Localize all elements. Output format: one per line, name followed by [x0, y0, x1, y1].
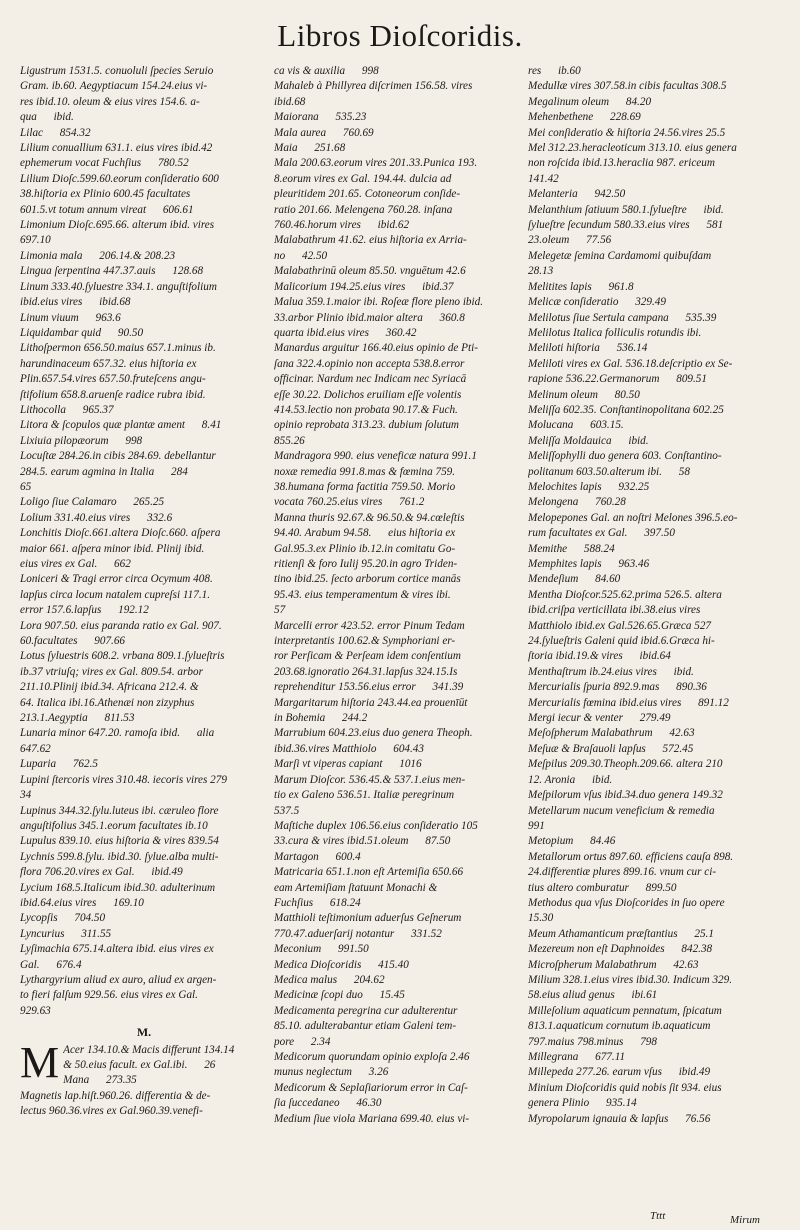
index-line: Marſi vt viperas capiant 1016 [274, 758, 422, 771]
index-line: Manna thuris 92.67.& 96.50.& 94.cœleſtis [274, 511, 465, 524]
index-line: rum facultates ex Gal. 397.50 [528, 527, 675, 540]
index-line: to fieri falſum 929.56. eius vires ex Gal. [20, 989, 198, 1002]
page-title: Libros Dioſcoridis. [277, 18, 523, 53]
index-line: eſſe 30.22. Dolichos eruiliam eſſe volentis [274, 388, 462, 401]
index-line: ca vis & auxilia 998 [274, 65, 379, 77]
index-line: Millegrana 677.11 [528, 1051, 626, 1063]
index-line: 95.43. eius temperamentum & vires ibi. [274, 588, 451, 601]
index-line: 24.differentiæ plures 899.16. vnum cur ci- [528, 866, 717, 879]
index-line: 12. Aronia ibid. [528, 773, 613, 786]
index-line: Memphites lapis 963.46 [528, 558, 650, 570]
index-line: 284.5. earum agmina in Italia 284 [20, 465, 188, 478]
index-line: 65 [20, 480, 32, 493]
index-line: in Bohemia 244.2 [274, 712, 368, 725]
index-line: Memithe 588.24 [528, 542, 615, 555]
section-letter-heading: M. [136, 1025, 152, 1040]
index-line: 24.ſylueſtris Galeni quid ibid.6.Græca hi- [528, 635, 715, 648]
index-line: 60.facultates 907.66 [20, 635, 126, 648]
index-line: no 42.50 [274, 249, 328, 262]
index-line: reprehenditur 153.56.eius error 341.39 [274, 681, 464, 694]
index-line: ibid.criſpa verticillata ibi.38.eius vires [528, 604, 701, 617]
index-line: 991 [528, 819, 545, 832]
index-line: 770.47.aduerſarij notantur 331.52 [274, 927, 442, 940]
index-line: Loniceri & Tragi error circa Ocymum 408. [20, 573, 213, 586]
index-line: Lora 907.50. eius paranda ratio ex Gal. 907. [20, 619, 222, 632]
index-line: ſtoria ibid.19.& vires ibid.64 [528, 650, 671, 663]
index-line: res ibid.10. oleum & eius vires 154.6. a- [20, 95, 200, 108]
index-line: Gram. ib.60. Aegyptiacum 154.24.eius vi- [20, 80, 208, 93]
index-line: Lingua ſerpentina 447.37.auis 128.68 [20, 265, 204, 278]
index-line: quarta ibid.eius vires 360.42 [274, 326, 417, 339]
index-line: Medium ſiue viola Mariana 699.40. eius vi- [274, 1112, 470, 1125]
index-line: Microſpherum Malabathrum 42.63 [528, 958, 699, 971]
index-line: Meſuæ & Braſauoli lapſus 572.45 [528, 742, 694, 755]
index-line: Lotus ſyluestris 608.2. vrbana 809.1.ſylueſtris [20, 650, 225, 663]
index-line: opinio reprobata 313.23. dubium ſolutum [274, 419, 460, 432]
index-line: Marrubium 604.23.eius duo genera Theoph. [274, 727, 473, 740]
index-line: Mentha Dioſcor.525.62.prima 526.5. altera [528, 588, 722, 601]
index-line: Medica malus 204.62 [274, 973, 385, 986]
index-line: Mandragora 990. eius veneficæ natura 991.1 [274, 450, 477, 463]
index-line: Mala 200.63.eorum vires 201.33.Punica 193. [274, 157, 478, 170]
index-line: Mehenbethene 228.69 [528, 111, 641, 124]
index-line: Metallorum ortus 897.60. efficiens cauſa 898. [528, 850, 734, 863]
index-line: Mergi iecur & venter 279.49 [528, 712, 671, 725]
index-line: 855.26 [274, 434, 305, 447]
index-line: genera Plinio 935.14 [528, 1097, 637, 1110]
index-line: Mel 312.23.heracleoticum 313.10. eius genera [528, 142, 737, 155]
index-line: qua ibid. [20, 111, 74, 124]
signature-mark: Tttt [650, 1210, 666, 1222]
index-line: Ligustrum 1531.5. conuoluli ſpecies Seruio [20, 65, 214, 77]
index-line: 33.cura & vires ibid.51.oleum 87.50 [274, 835, 451, 848]
index-line: Lupulus 839.10. eius hiſtoria & vires 839.54 [20, 835, 219, 848]
index-line: Myropolarum ignauia & lapſus 76.56 [528, 1112, 711, 1125]
index-column-3 [528, 64, 776, 1204]
index-line: Linum viuum 963.6 [20, 311, 121, 324]
index-line: Melanthium ſatiuum 580.1.ſylueſtre ibid. [528, 203, 724, 216]
index-line: ror Perſicam & Perſeam idem conſentium [274, 650, 461, 663]
index-line: Lonchitis Dioſc.661.altera Dioſc.660. aſpera [20, 527, 221, 540]
drop-capital: M [20, 1037, 60, 1087]
index-line: 141.42 [528, 172, 559, 185]
index-line: Mendeſium 84.60 [528, 573, 621, 586]
index-line: ibid.36.vires Matthiolo 604.43 [274, 742, 424, 755]
index-line: Lyncurius 311.55 [20, 927, 112, 940]
index-line: 15.30 [528, 912, 554, 925]
index-line: 797.maius 798.minus 798 [528, 1035, 657, 1048]
index-line: tio ex Galeno 536.51. Italiæ peregrinum [274, 789, 455, 802]
index-line: Litora & ſcopulos quæ plantæ ament 8.41 [20, 419, 222, 432]
index-line: ſylueſtre ſecundum 580.33.eius vires 581 [528, 219, 724, 232]
index-line: Acer 134.10.& Macis differunt 134.14 [63, 1043, 235, 1056]
index-line: Limonia mala 206.14.& 208.23 [20, 249, 176, 262]
index-line: Menthaſtrum ib.24.eius vires ibid. [528, 665, 694, 678]
index-line: Medicorum & Seplaſiariorum error in Caſ- [274, 1081, 468, 1094]
index-line: 697.10 [20, 234, 51, 247]
catchword: Mirum [730, 1214, 760, 1226]
index-line: Lupinus 344.32.ſylu.luteus ibi. cæruleo flore [20, 804, 219, 817]
index-line: Meſpilorum vſus ibid.34.duo genera 149.32 [528, 789, 723, 802]
index-line: 211.10.Plinij ibid.34. Africana 212.4. & [20, 681, 199, 694]
index-line: ſia ſuccedaneo 46.30 [274, 1097, 382, 1110]
index-line: Mercurialis fœmina ibid.eius vires 891.12 [528, 696, 729, 709]
index-line: Meliloti hiſtoria 536.14 [528, 342, 648, 355]
index-line: Meconium 991.50 [274, 943, 369, 956]
index-line: anguſtifolius 345.1.eorum facultates ib.10 [20, 819, 208, 832]
index-line: Lilium Dioſc.599.60.eorum conſideratio 600 [20, 172, 219, 185]
index-line: 8.eorum vires ex Gal. 194.44. dulcia ad [274, 172, 452, 185]
index-line: Melilotus Italica folliculis rotundis ibi. [528, 326, 702, 339]
index-line: 85.10. adulterabantur etiam Galeni tem- [274, 1020, 457, 1033]
index-line: Lythargyrium aliud ex auro, aliud ex argen- [20, 973, 217, 986]
index-line: Maia 251.68 [274, 142, 346, 155]
index-line: Lycium 168.5.Italicum ibid.30. adulterinum [20, 881, 216, 894]
index-line: Lychnis 599.8.ſylu. ibid.30. ſylue.alba multi- [20, 850, 219, 863]
index-line: Marum Dioſcor. 536.45.& 537.1.eius men- [274, 773, 466, 786]
index-line: Limonium Dioſc.695.66. alterum ibid. vires [20, 219, 215, 232]
index-line: Meliſſa Moldauica ibid. [528, 434, 649, 447]
index-line: 929.63 [20, 1004, 51, 1017]
index-column-2 [274, 64, 522, 1204]
index-line: Lithoſpermon 656.50.maius 657.1.minus ib. [20, 342, 216, 355]
index-line: error 157.6.lapſus 192.12 [20, 604, 149, 617]
index-line: lectus 960.36.vires ex Gal.960.39.venefi- [20, 1105, 203, 1118]
index-line: Methodus qua vſus Dioſcorides in ſuo opere [528, 896, 725, 909]
index-line: 601.5.vt totum annum vireat 606.61 [20, 203, 194, 216]
index-line: Maſtiche duplex 106.56.eius conſideratio 105 [274, 819, 478, 832]
index-line: Malua 359.1.maior ibi. Roſeæ flore pleno ibid. [274, 296, 484, 309]
index-line: Martagon 600.4 [274, 850, 361, 863]
index-line: 38.humana forma factitia 759.50. Morio [274, 480, 456, 493]
index-line: Meliſſa 602.35. Conſtantinopolitana 602.25 [528, 403, 724, 416]
index-line: Plin.657.54.vires 657.50.fruteſcens angu- [20, 373, 206, 386]
index-line: Melegetæ ſemina Cardamomi quibuſdam [528, 249, 712, 262]
index-line: vocata 760.25.eius vires 761.2 [274, 496, 425, 509]
index-line: 23.oleum 77.56 [528, 234, 612, 247]
index-line: Meſoſpherum Malabathrum 42.63 [528, 727, 695, 740]
index-line: Luparia 762.5 [20, 758, 99, 771]
index-line: noxæ remedia 991.8.mas & fœmina 759. [274, 465, 456, 478]
index-line: Matthiolo ibid.ex Gal.526.65.Græca 527 [528, 619, 712, 632]
index-line: Milleſolium aquaticum pennatum, ſpicatum [528, 1004, 722, 1017]
index-line: Medullæ vires 307.58.in cibis facultas 308.5 [528, 80, 727, 93]
index-line: lapſus circa locum natalem cupreſsi 117.1. [20, 588, 211, 601]
index-line: ephemerum vocat Fuchſius 780.52 [20, 157, 189, 170]
index-line: 414.53.lectio non probata 90.17.& Fuch. [274, 403, 458, 416]
index-line: Molucana 603.15. [528, 419, 624, 432]
index-line: officinar. Nardum nec Indicam nec Syriacā [274, 373, 467, 386]
index-line: Megalinum oleum 84.20 [528, 95, 652, 108]
index-line: rapione 536.22.Germanorum 809.51 [528, 373, 707, 386]
index-line: Fuchſius 618.24 [274, 896, 361, 909]
index-line: maior 661. aſpera minor ibid. Plinij ibid. [20, 542, 205, 555]
index-line: Marcelli error 423.52. error Pinum Tedam [274, 619, 465, 632]
section-m-entries [20, 1037, 268, 1120]
index-line: 64. Italica ibi.16.Athenæi non zizyphus [20, 696, 195, 709]
index-line: 813.1.aquaticum cornutum ib.aquaticum [528, 1020, 711, 1033]
index-line: Milium 328.1.eius vires ibid.30. Indicum 329. [528, 973, 733, 986]
index-line: Melinum oleum 80.50 [528, 388, 640, 401]
index-line: tino ibid.25. ſecto arborum cortice manās [274, 573, 461, 586]
index-line: Melicæ conſideratio 329.49 [528, 296, 666, 309]
index-line: Melitites lapis 961.8 [528, 280, 634, 293]
index-line: Lixiuia pilopæorum 998 [20, 434, 143, 447]
index-line: 647.62 [20, 742, 51, 755]
index-line: Melanteria 942.50 [528, 188, 626, 201]
index-line: Lilium conuallium 631.1. eius vires ibid.42 [20, 142, 213, 155]
index-line: Margaritarum hiſtoria 243.44.ea prouenīūt [274, 696, 468, 709]
index-line: Meliloti vires ex Gal. 536.18.deſcriptio ex Se- [528, 357, 733, 370]
index-line: Meſpilus 209.30.Theoph.209.66. altera 210 [528, 758, 723, 771]
index-line: Metellarum nucum veneficium & remedia [528, 804, 715, 817]
index-line: ſtifolium 658.8.aruenſe radice rubra ibid. [20, 388, 206, 401]
index-line: Mahaleb à Phillyrea diſcrimen 156.58. vires [274, 80, 473, 93]
index-line: Meum Athamanticum præſtantius 25.1 [528, 927, 714, 940]
index-line: Lilac 854.32 [20, 126, 91, 139]
index-line: 213.1.Aegyptia 811.53 [20, 712, 135, 725]
index-line: eam Artemiſiam ſtatuunt Monachi & [274, 881, 438, 894]
index-line: non roſcida ibid.13.heraclia 987. ericeum [528, 157, 715, 170]
index-line: Lithocolla 965.37 [20, 403, 114, 416]
index-line: Melilotus ſiue Sertula campana 535.39 [528, 311, 717, 324]
index-line: Matricaria 651.1.non eſt Artemiſia 650.66 [274, 866, 464, 879]
index-line: res ib.60 [528, 65, 581, 77]
index-line: 537.5 [274, 804, 300, 817]
index-line: Medica Dioſcoridis 415.40 [274, 958, 409, 971]
index-line: 58.eius aliud genus ibi.61 [528, 989, 658, 1002]
index-line: Malabathrum 41.62. eius hiſtoria ex Arria- [274, 234, 467, 247]
index-line: 760.46.horum vires ibid.62 [274, 219, 410, 232]
index-line: 94.40. Arabum 94.58. eius hiſtoria ex [274, 527, 456, 540]
index-line: & 50.eius facult. ex Gal.ibi. 26 [63, 1059, 216, 1071]
index-line: ibid.68 [274, 95, 306, 108]
index-line: 28.13 [528, 265, 554, 278]
index-line: Melochites lapis 932.25 [528, 480, 650, 493]
index-line: Liquidambar quid 90.50 [20, 326, 144, 339]
index-line: Medicorum quorundam opinio exploſa 2.46 [274, 1051, 470, 1063]
index-line: ib.37 vtriuſq; vires ex Gal. 809.54. arbor [20, 665, 203, 678]
index-line: Mala aurea 760.69 [274, 126, 374, 139]
index-line: Lycopſis 704.50 [20, 912, 106, 925]
index-line: Mezereum non eſt Daphnoides 842.38 [528, 943, 713, 956]
index-column-1 [20, 64, 268, 1204]
index-line: ratio 201.66. Melengena 760.28. inſana [274, 203, 453, 216]
index-line: 38.hiſtoria ex Plinio 600.45 facultates [20, 188, 191, 201]
index-line: ibid.64.eius vires 169.10 [20, 896, 144, 909]
index-line: 33.arbor Plinio ibid.maior altera 360.8 [274, 311, 465, 324]
index-line: pore 2.34 [274, 1035, 331, 1048]
index-line: Millepeda 277.26. earum vſus ibid.49 [528, 1066, 711, 1079]
index-line: politanum 603.50.alterum ibi. 58 [528, 465, 690, 478]
index-line: Lunaria minor 647.20. ramoſa ibid. alia [20, 727, 215, 740]
index-line: Manardus arguitur 166.40.eius opinio de Pti- [274, 342, 478, 355]
index-line: Maiorana 535.23 [274, 111, 367, 124]
index-line: Linum 333.40.ſyluestre 334.1. anguſtifolium [20, 280, 217, 293]
index-line: Lupini ſtercoris vires 310.48. iecoris vires 279 [20, 773, 227, 786]
index-line: 34 [20, 789, 32, 802]
index-line: 57 [274, 604, 286, 617]
index-line: tius altero comburatur 899.50 [528, 881, 677, 894]
index-line: Mana 273.35 [63, 1074, 137, 1087]
index-line: eius vires ex Gal. 662 [20, 558, 131, 570]
index-line: Melongena 760.28 [528, 496, 626, 509]
index-line: Locuſtæ 284.26.in cibis 284.69. debellantur [20, 450, 216, 463]
index-line: Metopium 84.46 [528, 835, 616, 848]
index-line: Medicamenta peregrina cur adulterentur [274, 1004, 458, 1017]
index-line: Loligo ſiue Calamaro 265.25 [20, 496, 165, 509]
index-line: munus neglectum 3.26 [274, 1066, 389, 1079]
index-line: Magnetis lap.hiſt.960.26. differentia & de- [20, 1089, 211, 1102]
index-line: ritienſi & foro Iulij 95.20.in agro Triden- [274, 558, 458, 570]
index-line: Mercurialis ſpuria 892.9.mas 890.36 [528, 681, 707, 694]
index-line: Mei conſideratio & hiſtoria 24.56.vires 25.5 [528, 126, 726, 139]
index-line: Minium Dioſcoridis quid nobis ſit 934. eius [528, 1081, 722, 1094]
index-line: Lyſimachia 675.14.altera ibid. eius vires ex [20, 943, 214, 956]
index-line: pleuritidem 201.65. Cotoneorum conſide- [274, 188, 461, 201]
index-line: Matthioli teſtimonium aduerſus Geſnerum [274, 912, 462, 925]
index-line: Gal.95.3.ex Plinio ib.12.in comitatu Go- [274, 542, 456, 555]
index-line: ſana 322.4.opinio non accepta 538.8.error [274, 357, 465, 370]
index-line: 203.68.ignoratio 264.31.lapſus 324.15.Is [274, 665, 458, 678]
index-line: harundinaceum 657.32. eius hiſtoria ex [20, 357, 197, 370]
index-line: Meliſſophylli duo genera 603. Conſtantino- [528, 450, 722, 463]
index-line: Malabathrinū oleum 85.50. vnguētum 42.6 [274, 265, 466, 278]
index-line: Medicinæ ſcopi duo 15.45 [274, 989, 405, 1002]
index-line: Melopepones Gal. an noſtri Melones 396.5.eo- [528, 511, 738, 524]
index-line: Gal. 676.4 [20, 958, 82, 971]
index-line: flora 706.20.vires ex Gal. ibid.49 [20, 866, 183, 879]
index-line: ibid.eius vires ibid.68 [20, 296, 131, 309]
index-line: Malicorium 194.25.eius vires ibid.37 [274, 280, 454, 293]
index-line: interpretantis 100.62.& Symphoriani er- [274, 635, 456, 648]
index-line: Lolium 331.40.eius vires 332.6 [20, 511, 173, 524]
